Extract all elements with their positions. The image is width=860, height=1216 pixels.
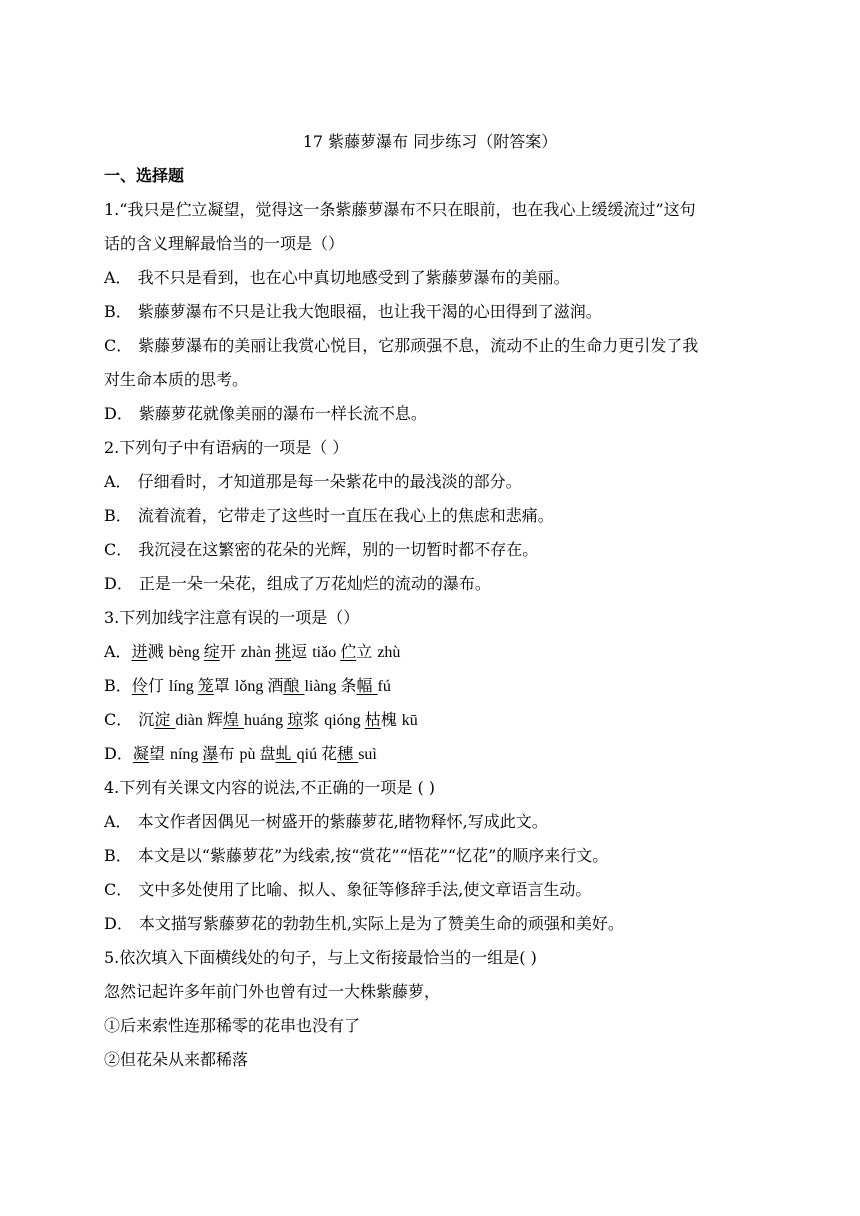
option-label: A． [104,268,132,287]
word-text: 盘 [259,744,276,763]
q2-option-c [104,538,764,562]
underlined-char: 伫 [340,642,357,661]
q1-stem-line2: 话的含义理解最恰当的一项是（） [104,234,345,253]
option-text [133,744,377,763]
option-text: 正是一朵一朵花，组成了万花灿烂的流动的瀑布。 [138,574,491,593]
underlined-char: 虬 [275,744,297,763]
option-text: 本文是以“紫藤萝花”为线索,按“赏花”“悟花”“忆花”的顺序来行文。 [137,846,609,865]
word-text: 槐 [380,710,402,729]
underlined-char: 伶 [131,676,148,695]
option-label: B． [104,302,132,321]
q3-stem: 3.下列加线字注意有误的一项是（） [104,608,360,627]
option-text: 文中多处使用了比喻、拟人、象征等修辞手法,使文章语言生动。 [138,880,592,899]
pinyin-text: liàng [304,678,341,695]
q2-stem: 2.下列句子中有语病的一项是（ ） [104,438,349,457]
underlined-char: 淀 [154,710,176,729]
pinyin-text: suì [358,746,377,763]
underlined-char: 绽 [203,642,220,661]
pinyin-text: lǒng [234,678,268,695]
underlined-char: 煌 [222,710,245,729]
option-text: 我不只是看到，也在心中真切地感受到了紫藤萝瀑布的美丽。 [137,268,570,287]
pinyin-text: zhàn [240,644,276,661]
pinyin-text: bèng [168,644,204,661]
underlined-char: 穗 [337,744,359,763]
underlined-char: 挑 [275,642,292,661]
q2-option-a [104,470,764,494]
option-text: 我沉浸在这繁密的花朵的光辉，别的一切暂时都不存在。 [138,540,539,559]
pinyin-text: kū [401,712,418,729]
word-text: 辉 [206,710,223,729]
q1-option-c [104,334,764,358]
option-label: A． [104,812,132,831]
q2-option-b [104,504,764,528]
underlined-char: 笼 [197,676,214,695]
option-label: C． [104,880,133,899]
option-label: B． [104,676,132,695]
word-text: 立 [356,642,378,661]
word-text: 溅 [147,642,169,661]
option-label: B． [104,846,132,865]
word-text: 沉 [138,710,155,729]
q3-option-a [104,640,764,665]
option-label: D． [104,914,133,933]
q1-option-d [104,402,764,426]
q5-item-2: ②但花朵从来都稀落 [104,1050,249,1069]
q1-option-c-cont: 对生命本质的思考。 [104,370,249,389]
word-text: 浆 [303,710,325,729]
option-text [138,710,418,729]
option-text: 本文作者因偶见一树盛开的紫藤萝花,睹物释怀,写成此文。 [137,812,548,831]
q4-option-d [104,912,764,936]
section-heading: 一、选择题 [104,166,185,185]
q4-option-c [104,878,764,902]
word-text: 酒 [267,676,284,695]
q5-item-1: ①后来索性连那稀零的花串也没有了 [104,1016,361,1035]
underlined-char: 迸 [131,642,148,661]
page-title: 17 紫藤萝瀑布 同步练习（附答案） [302,132,558,151]
option-label: D． [104,574,133,593]
word-text: 布 [218,744,240,763]
pinyin-text: níng [169,746,203,763]
word-text: 仃 [147,676,169,695]
option-text: 流着流着，它带走了这些时一直压在我心上的焦虑和悲痛。 [137,506,554,525]
pinyin-text: pù [239,746,260,763]
word-text: 望 [148,744,170,763]
q4-option-b [104,844,764,868]
option-label: C． [104,336,133,355]
option-text [132,676,391,695]
option-text: 紫藤萝瀑布的美丽让我赏心悦目，它那顽强不息，流动不止的生命力更引发了我 [138,336,699,355]
option-label: D． [104,404,133,423]
pinyin-text: diàn [175,712,207,729]
option-label: D． [104,744,133,763]
pinyin-text: fú [377,678,391,695]
word-text: 开 [219,642,241,661]
option-label: A． [104,472,132,491]
underlined-char: 枯 [364,710,381,729]
q5-stem: 5.依次填入下面横线处的句子，与上文衔接最恰当的一组是( ) [104,948,537,967]
pinyin-text: qióng [324,712,365,729]
word-text: 条 [340,676,357,695]
q2-option-d [104,572,764,596]
option-text: 本文描写紫藤萝花的勃勃生机,实际上是为了赞美生命的顽强和美好。 [138,914,624,933]
q3-option-d [104,742,764,767]
option-label: C． [104,540,133,559]
option-label: A． [104,642,132,661]
q3-option-b [104,674,764,699]
option-text: 仔细看时，才知道那是每一朵紫花中的最浅淡的部分。 [137,472,522,491]
pinyin-text: líng [168,678,198,695]
pinyin-text: zhù [377,644,401,661]
underlined-char: 琼 [287,710,304,729]
q1-stem-line1: 1.“我只是伫立凝望，觉得这一条紫藤萝瀑布不只在眼前，也在我心上缓缓流过”这句 [104,200,696,219]
q5-context: 忽然记起许多年前门外也曾有过一大株紫藤萝， [104,982,441,1001]
option-label: C． [104,710,133,729]
underlined-char: 凝 [132,744,149,763]
option-text: 紫藤萝瀑布不只是让我大饱眼福，也让我干渴的心田得到了滋润。 [137,302,602,321]
underlined-char: 幅 [356,676,378,695]
word-text: 罩 [213,676,235,695]
q3-option-c [104,708,764,733]
option-label: B． [104,506,132,525]
q1-option-a [104,266,764,290]
option-text [132,642,401,661]
option-text: 紫藤萝花就像美丽的瀑布一样长流不息。 [138,404,427,423]
pinyin-text: tiǎo [312,644,341,661]
pinyin-text: qiú [296,746,322,763]
pinyin-text: huáng [244,712,288,729]
q4-stem: 4.下列有关课文内容的说法,不正确的一项是 ( ) [104,778,436,797]
q1-option-b [104,300,764,324]
underlined-char: 酿 [283,676,305,695]
underlined-char: 瀑 [202,744,219,763]
q4-option-a [104,810,764,834]
word-text: 逗 [291,642,313,661]
word-text: 花 [321,744,338,763]
